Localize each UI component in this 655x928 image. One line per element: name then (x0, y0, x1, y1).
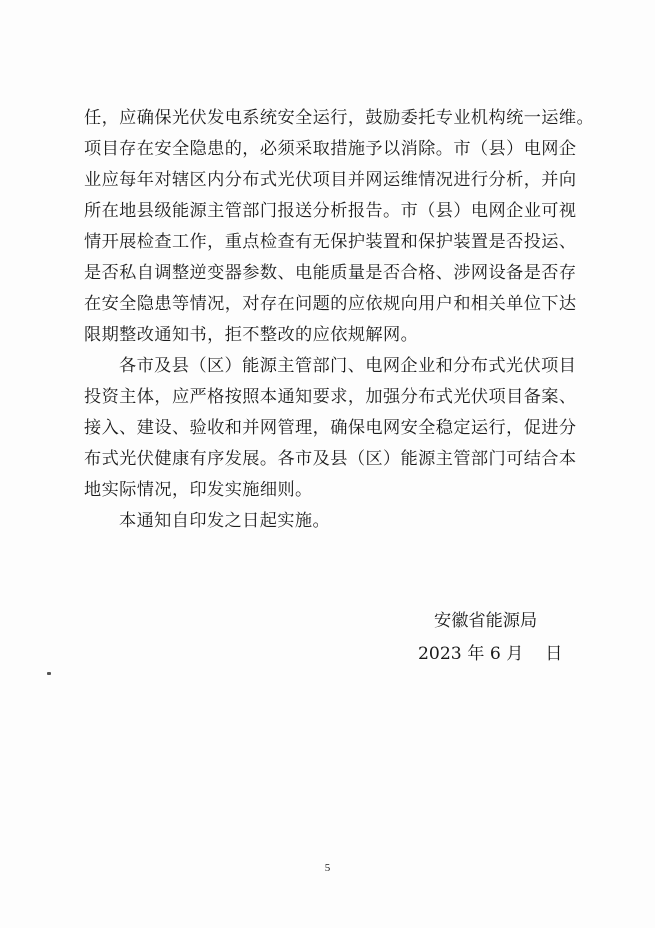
text-line: 情开展检查工作，重点检查有无保护装置和保护装置是否投运、 (84, 232, 577, 252)
text-line: 投资主体，应严格按照本通知要求，加强分布式光伏项目备案、 (84, 387, 577, 407)
page-number: 5 (324, 862, 331, 874)
paragraph-2 (84, 351, 584, 506)
text-line: 在安全隐患等情况，对存在问题的应依规向用户和相关单位下达 (84, 294, 577, 314)
text-line: 本通知自印发之日起实施。 (119, 511, 331, 531)
text-line: 布式光伏健康有序发展。各市及县（区）能源主管部门可结合本 (84, 449, 577, 469)
text-line: 项目存在安全隐患的，必须采取措施予以消除。市（县）电网企 (84, 139, 577, 159)
text-line: 各市及县（区）能源主管部门、电网企业和分布式光伏项目 (119, 356, 577, 376)
issue-date: 2023 年 6 月 日 (418, 644, 563, 664)
text-line: 是否私自调整逆变器参数、电能质量是否合格、涉网设备是否存 (84, 263, 577, 283)
text-line: 接入、建设、验收和并网管理，确保电网安全稳定运行，促进分 (84, 418, 577, 438)
text-line: 业应每年对辖区内分布式光伏项目并网运维情况进行分析，并向 (84, 170, 577, 190)
text-line: 限期整改通知书，拒不整改的应依规解网。 (84, 325, 419, 345)
signature-block (418, 605, 562, 671)
paragraph-1 (84, 103, 595, 351)
text-line: 所在地县级能源主管部门报送分析报告。市（县）电网企业可视 (84, 201, 577, 221)
scan-speck (47, 672, 51, 675)
text-line: 地实际情况，印发实施细则。 (84, 480, 313, 500)
paragraph-3 (84, 506, 584, 537)
issuing-organization: 安徽省能源局 (434, 611, 538, 631)
text-line: 任，应确保光伏发电系统安全运行，鼓励委托专业机构统一运维。 (84, 108, 595, 128)
body-text (84, 103, 595, 537)
